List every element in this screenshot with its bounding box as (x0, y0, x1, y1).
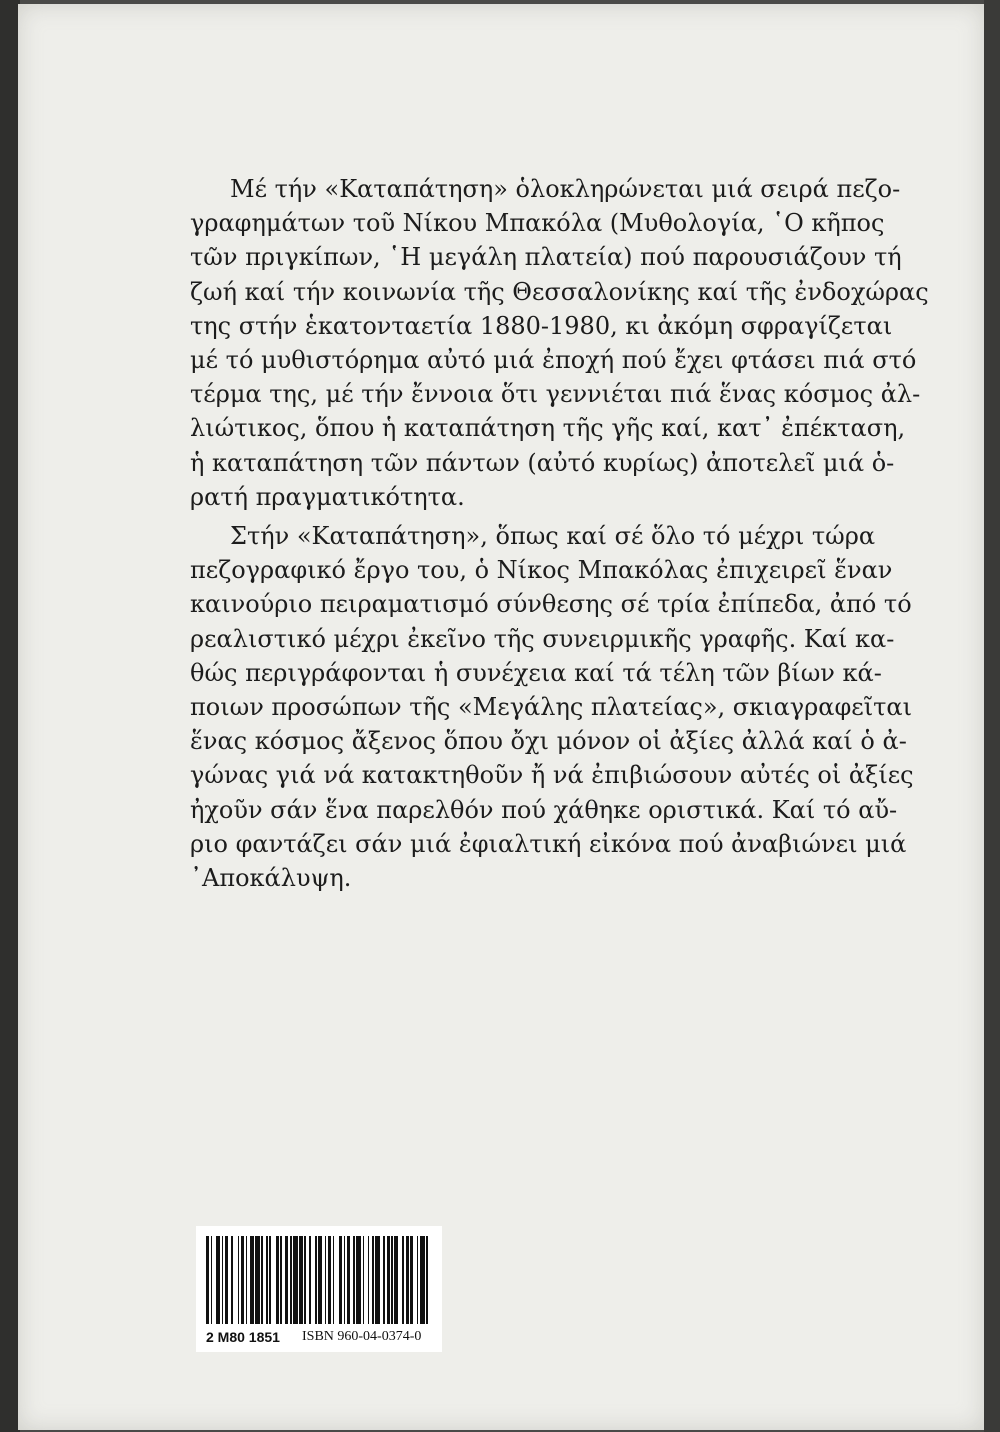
isbn-number: ISBN 960-04-0374-0 (302, 1329, 422, 1344)
blurb-line: καινούριο πειραματισμό σύνθεσης σέ τρία ἐπίπεδα, ἀπό τό (190, 590, 912, 619)
blurb-line: τέρμα της, μέ τήν ἔννοια ὅτι γεννιέται πιά ἕνας κόσμος ἀλ- (190, 380, 921, 409)
blurb-line: Μέ τήν «Καταπάτηση» ὁλοκληρώνεται μιά σειρά πεζο- (230, 175, 901, 203)
book-left-edge (0, 0, 20, 1432)
barcode-label (196, 1226, 442, 1352)
blurb-line: ριο φαντάζει σάν μιά ἐφιαλτική εἰκόνα πού ἀναβιώνει μιά (190, 829, 907, 858)
blurb-line: ζωή καί τήν κοινωνία τῆς Θεσσαλονίκης καί τῆς ἐνδοχώρας (190, 277, 929, 306)
barcode-product-code: 2 M80 1851 (206, 1329, 280, 1345)
blurb-line: θώς περιγράφονται ἡ συνέχεια καί τά τέλη τῶν βίων κά- (190, 658, 882, 687)
blurb-line: πεζογραφικό ἔργο του, ὁ Νίκος Μπακόλας ἐπιχειρεῖ ἕναν (190, 556, 893, 585)
barcode-bars (206, 1236, 432, 1324)
blurb-paragraph-1 (190, 172, 929, 514)
barcode-gap (428, 1236, 431, 1324)
blurb-line: ρατή πραγματικότητα. (190, 482, 465, 511)
blurb-line: λιώτικος, ὅπου ἡ καταπάτηση τῆς γῆς καί, κατ᾽ ἐπέκταση, (190, 414, 906, 443)
blurb-line: τῶν πριγκίπων, ῾Η μεγάλη πλατεία) πού παρουσιάζουν τή (190, 243, 902, 272)
book-right-edge (984, 0, 1000, 1432)
blurb-line: της στήν ἑκατονταετία 1880-1980, κι ἀκόμη σφραγίζεται (190, 311, 893, 340)
blurb-line: ἡ καταπάτηση τῶν πάντων (αὐτό κυρίως) ἀποτελεῖ μιά ὁ- (190, 448, 895, 477)
blurb-paragraph-2 (190, 519, 914, 895)
blurb-line: Στήν «Καταπάτηση», ὅπως καί σέ ὅλο τό μέχρι τώρα (230, 522, 876, 551)
blurb-line: ᾽Αποκάλυψη. (190, 864, 352, 893)
blurb-line: ρεαλιστικό μέχρι ἐκεῖνο τῆς συνειρμικῆς γραφῆς. Καί κα- (190, 624, 895, 653)
back-cover-blurb (190, 172, 929, 895)
blurb-line: ποιων προσώπων τῆς «Μεγάλης πλατείας», σκιαγραφεῖται (190, 693, 913, 722)
blurb-line: γραφημάτων τοῦ Νίκου Μπακόλα (Μυθολογία, ῾Ο κῆπος (190, 209, 885, 238)
blurb-line: γώνας γιά νά κατακτηθοῦν ἤ νά ἐπιβιώσουν αὐτές οἱ ἀξίες (190, 761, 914, 790)
blurb-line: μέ τό μυθιστόρημα αὐτό μιά ἐποχή πού ἔχει φτάσει πιά στό (190, 346, 917, 375)
blurb-line: ἕνας κόσμος ἄξενος ὅπου ὄχι μόνον οἱ ἀξίες ἀλλά καί ὁ ἀ- (190, 727, 907, 756)
blurb-line: ἠχοῦν σάν ἕνα παρελθόν πού χάθηκε οριστικά. Καί τό αὔ- (190, 795, 898, 824)
